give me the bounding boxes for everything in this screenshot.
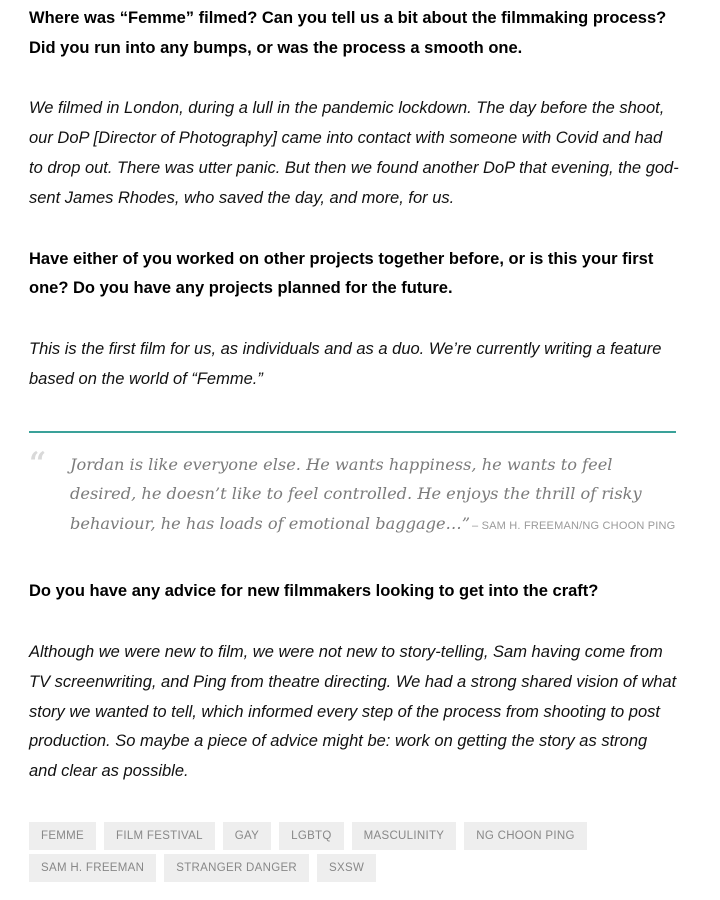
tag-link[interactable]: FILM FESTIVAL bbox=[104, 822, 215, 850]
tag-link[interactable]: SAM H. FREEMAN bbox=[29, 854, 156, 882]
interview-question: Do you have any advice for new filmmakers looking to get into the craft? bbox=[29, 582, 599, 601]
tag-link[interactable]: STRANGER DANGER bbox=[164, 854, 309, 882]
tag-link[interactable]: MASCULINITY bbox=[352, 822, 457, 850]
tag-link[interactable]: SXSW bbox=[317, 854, 376, 882]
pull-quote bbox=[29, 431, 676, 542]
tag-list bbox=[29, 822, 689, 886]
pull-quote-body: Jordan is like everyone else. He wants happiness, he wants to feel desired, he doesn’t like to feel controlled. He enjoys the thrill of risky behaviour, he has loads of emotional baggage…” bbox=[70, 454, 642, 533]
interview-question: Where was “Femme” filmed? Can you tell us a bit about the filmmaking process? Did you run into any bumps, or was the process a smooth one. bbox=[29, 9, 667, 57]
interview-answer: Although we were new to film, we were not new to story-telling, Sam having come from TV screenwriting, and Ping from theatre directing. We had a strong shared vision of what story we wanted to tell, which informed every step of the process from shooting to post production. So maybe a piece of advice might be: work on getting the story as strong and clear as possible. bbox=[29, 643, 677, 781]
pull-quote-attribution: – SAM H. FREEMAN/NG CHOON PING bbox=[472, 519, 676, 532]
interview-question: Have either of you worked on other projects together before, or is this your first one? Do you have any projects planned for the future. bbox=[29, 249, 654, 298]
tag-link[interactable]: FEMME bbox=[29, 822, 96, 850]
tag-link[interactable]: GAY bbox=[223, 822, 271, 850]
tag-link[interactable]: LGBTQ bbox=[279, 822, 343, 850]
quote-mark-icon: “ bbox=[29, 445, 47, 481]
interview-answer: We filmed in London, during a lull in the pandemic lockdown. The day before the shoot, our DoP [Director of Photography] came into contact with someone with Covid and had to drop out. There was utter panic. But then we found another DoP that evening, the god-sent James Rhodes, who saved the day, and more, for us. bbox=[29, 99, 679, 207]
article-body bbox=[29, 4, 679, 787]
tag-link[interactable]: NG CHOON PING bbox=[464, 822, 586, 850]
pull-quote-text bbox=[70, 450, 676, 542]
interview-answer: This is the first film for us, as individuals and as a duo. We’re currently writing a feature based on the world of “Femme.” bbox=[29, 340, 662, 388]
